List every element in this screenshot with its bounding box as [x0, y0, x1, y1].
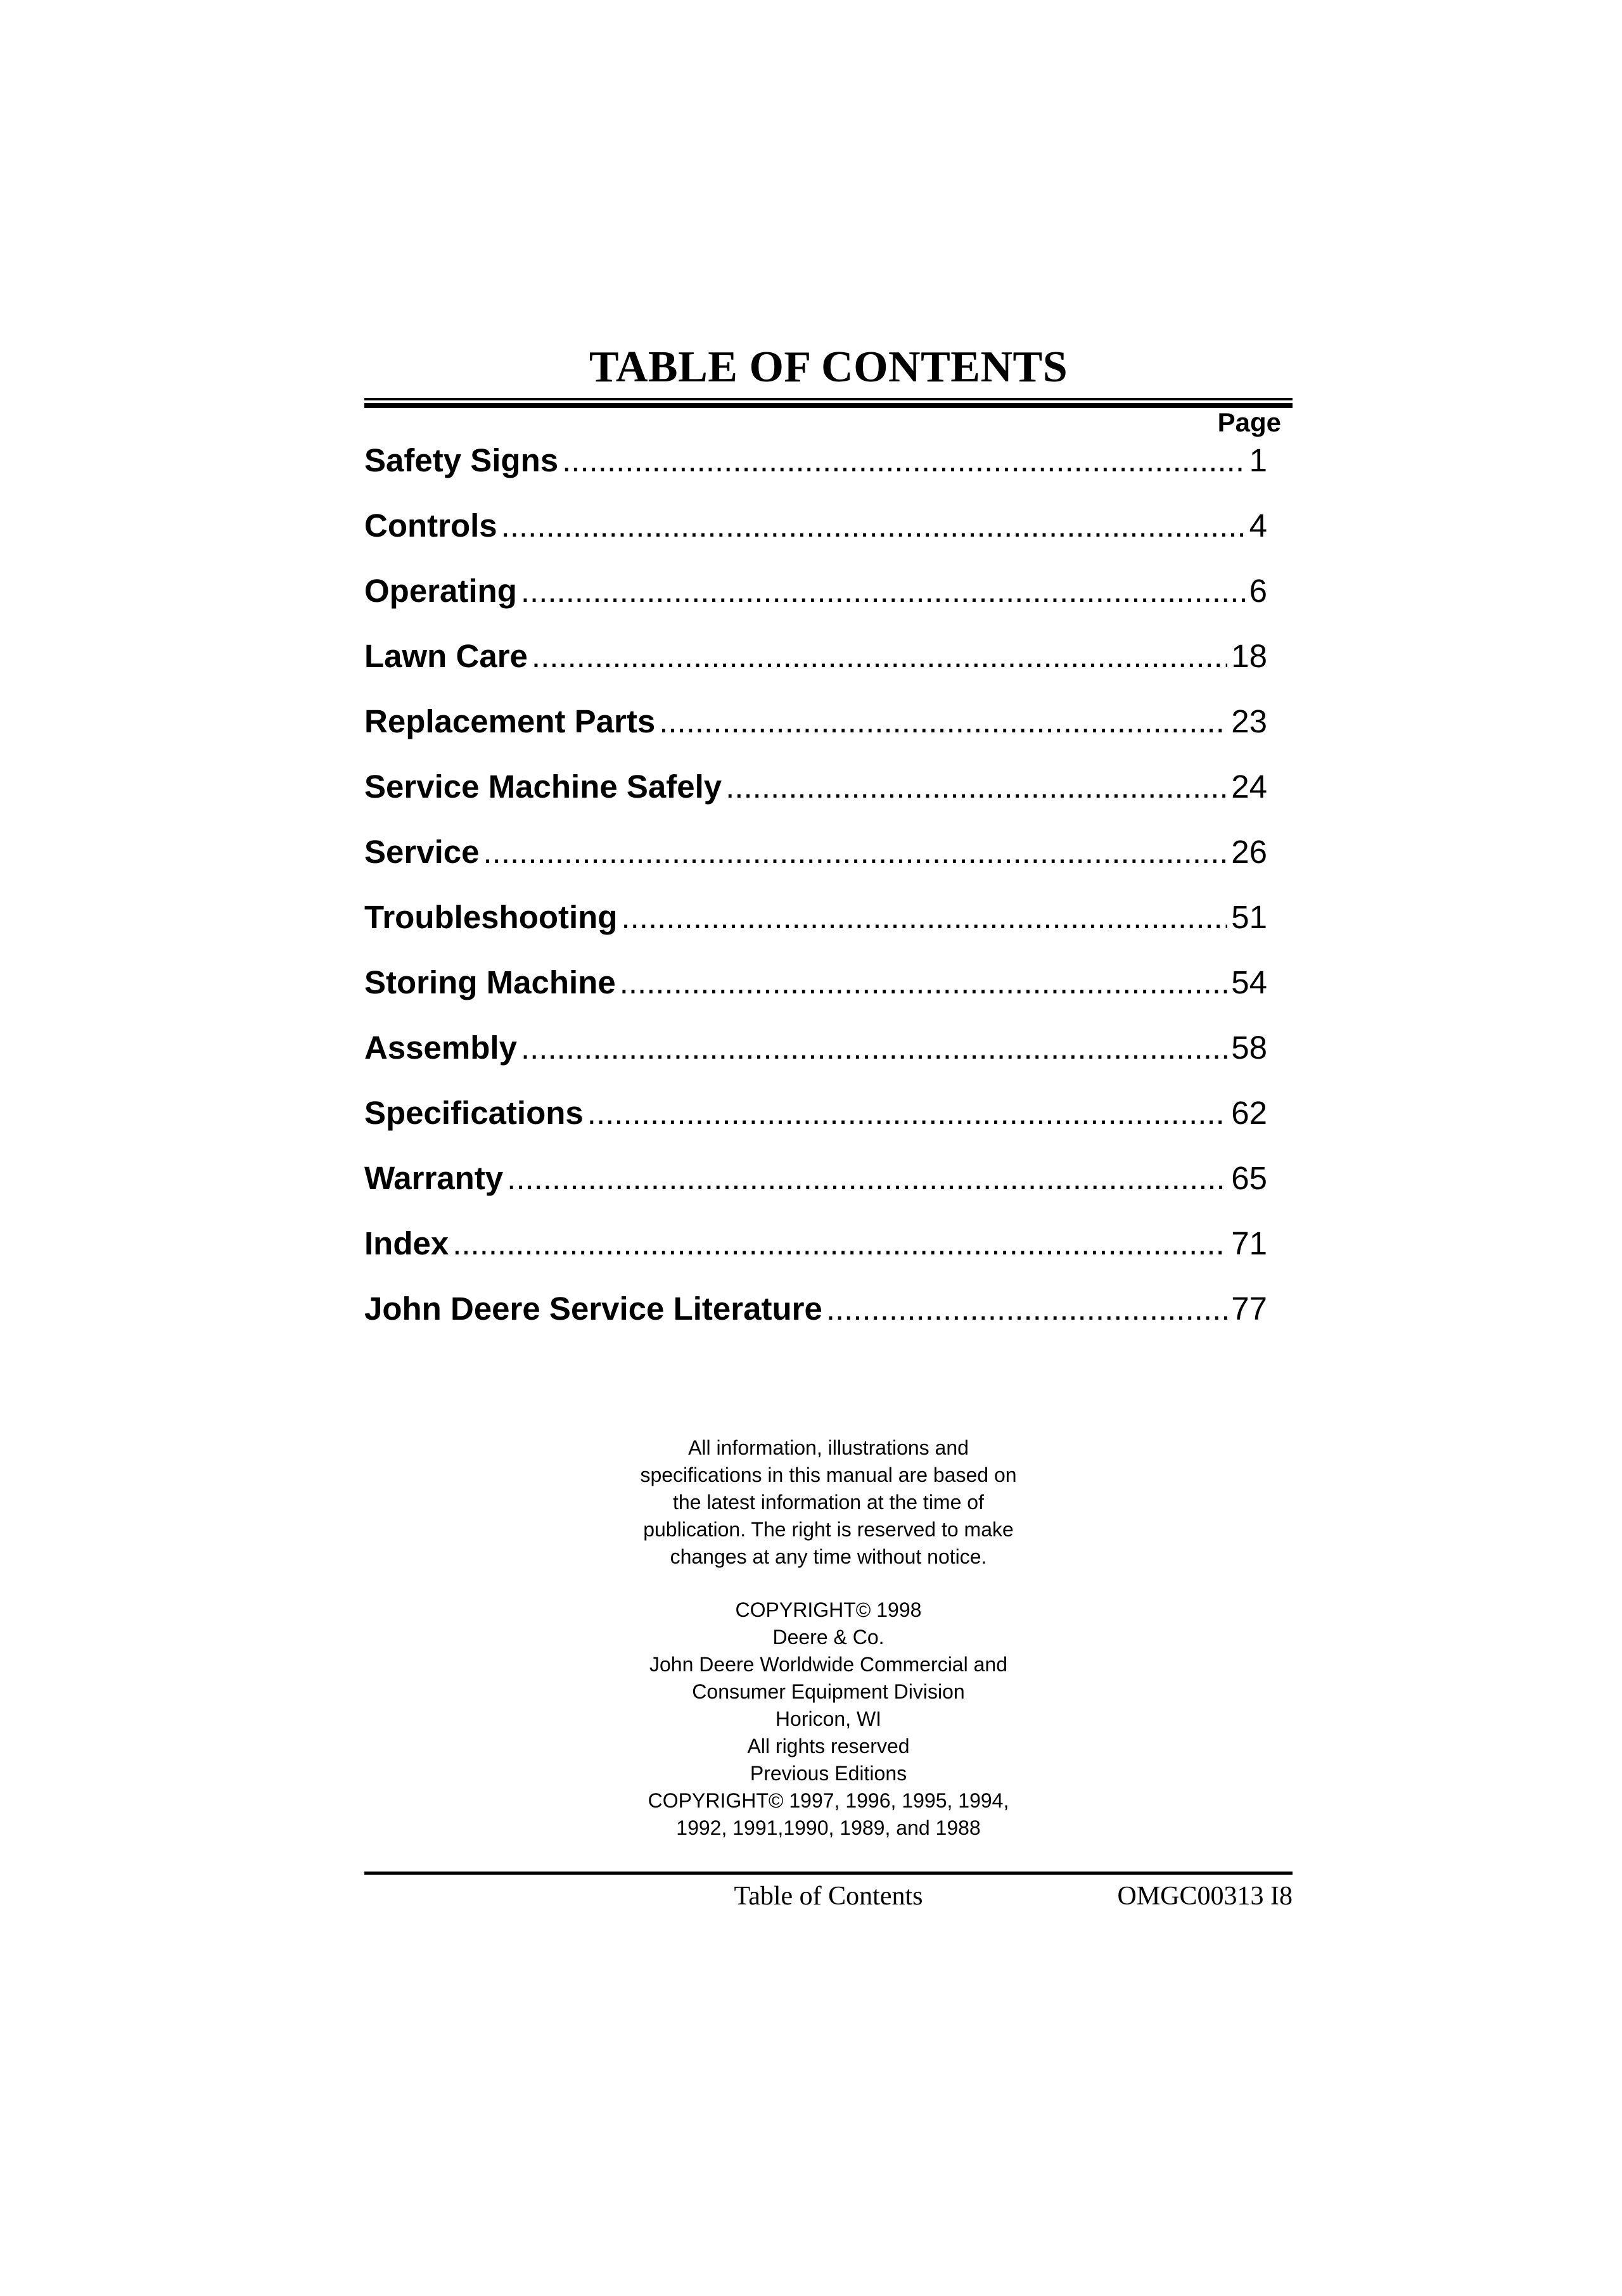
- copyright-line: Deere & Co.: [772, 1626, 884, 1649]
- dot-leader: [725, 766, 1227, 808]
- disclaimer-notice: [364, 1434, 1293, 1571]
- toc-entry[interactable]: [364, 1288, 1267, 1353]
- dot-leader: [521, 1027, 1227, 1069]
- toc-entry[interactable]: [364, 831, 1267, 896]
- toc-list: [364, 440, 1267, 1353]
- dot-leader: [501, 505, 1246, 547]
- toc-entry-page: 26: [1231, 834, 1267, 870]
- toc-entry[interactable]: [364, 1027, 1267, 1092]
- dot-leader: [452, 1223, 1227, 1265]
- dot-leader: [826, 1288, 1227, 1330]
- toc-entry-page: 54: [1231, 964, 1267, 1000]
- copyright-line: COPYRIGHT© 1998: [735, 1598, 922, 1621]
- toc-entry-page: 6: [1249, 573, 1267, 609]
- toc-entry-label: Controls: [364, 507, 497, 544]
- toc-entry-page: 1: [1249, 442, 1267, 478]
- copyright-line: COPYRIGHT© 1997, 1996, 1995, 1994,: [648, 1789, 1009, 1812]
- toc-entry-page: 77: [1231, 1291, 1267, 1327]
- toc-entry-page: 62: [1231, 1095, 1267, 1131]
- dot-leader: [507, 1158, 1227, 1199]
- page-title: TABLE OF CONTENTS: [589, 343, 1068, 392]
- copyright-line: 1992, 1991,1990, 1989, and 1988: [676, 1816, 981, 1839]
- dot-leader: [659, 701, 1227, 743]
- toc-entry-label: Warranty: [364, 1160, 504, 1196]
- toc-entry-label: Index: [364, 1225, 449, 1261]
- copyright-line: All rights reserved: [747, 1735, 910, 1757]
- toc-entry-label: Specifications: [364, 1095, 584, 1131]
- notice-line: publication. The right is reserved to make: [643, 1518, 1014, 1541]
- notice-line: changes at any time without notice.: [670, 1545, 987, 1568]
- footer-section-title: Table of Contents: [734, 1882, 923, 1911]
- toc-entry-page: 24: [1231, 769, 1267, 805]
- toc-entry-label: Assembly: [364, 1030, 517, 1066]
- notice-line: All information, illustrations and: [688, 1436, 969, 1459]
- toc-entry[interactable]: [364, 962, 1267, 1027]
- dot-leader: [621, 896, 1227, 938]
- toc-entry[interactable]: [364, 1092, 1267, 1158]
- page-column-label: Page: [1217, 407, 1281, 437]
- toc-entry[interactable]: [364, 896, 1267, 962]
- dot-leader: [532, 635, 1227, 677]
- toc-entry-page: 71: [1231, 1225, 1267, 1261]
- dot-leader: [562, 440, 1246, 482]
- toc-entry-label: Replacement Parts: [364, 703, 656, 739]
- copyright-line: Previous Editions: [750, 1762, 907, 1785]
- dot-leader: [587, 1092, 1227, 1134]
- toc-entry[interactable]: [364, 440, 1267, 505]
- title-rule-thin: [364, 398, 1293, 400]
- toc-entry[interactable]: [364, 1158, 1267, 1223]
- notice-line: specifications in this manual are based on: [640, 1464, 1017, 1486]
- toc-entry[interactable]: [364, 701, 1267, 766]
- toc-entry[interactable]: [364, 635, 1267, 701]
- toc-entry-page: 51: [1231, 899, 1267, 935]
- dot-leader: [483, 831, 1228, 873]
- toc-entry[interactable]: [364, 570, 1267, 635]
- toc-entry-label: Service Machine Safely: [364, 769, 722, 805]
- toc-entry-label: Storing Machine: [364, 964, 616, 1000]
- copyright-line: Consumer Equipment Division: [692, 1680, 965, 1703]
- toc-entry-label: Troubleshooting: [364, 899, 618, 935]
- copyright-line: John Deere Worldwide Commercial and: [649, 1653, 1007, 1676]
- toc-entry-page: 58: [1231, 1030, 1267, 1066]
- toc-entry-page: 23: [1231, 703, 1267, 739]
- notice-line: the latest information at the time of: [673, 1491, 984, 1514]
- dot-leader: [620, 962, 1228, 1004]
- copyright-block: [364, 1597, 1293, 1842]
- footer-document-id: OMGC00313 I8: [1117, 1882, 1293, 1911]
- toc-entry-label: John Deere Service Literature: [364, 1291, 822, 1327]
- toc-entry-page: 65: [1231, 1160, 1267, 1196]
- toc-entry[interactable]: [364, 1223, 1267, 1288]
- toc-entry-label: Operating: [364, 573, 517, 609]
- toc-entry[interactable]: [364, 766, 1267, 831]
- toc-entry-label: Safety Signs: [364, 442, 559, 478]
- dot-leader: [521, 570, 1246, 612]
- toc-entry[interactable]: [364, 505, 1267, 570]
- title-rule-thick: [364, 403, 1293, 408]
- toc-entry-label: Lawn Care: [364, 638, 528, 674]
- toc-entry-label: Service: [364, 834, 480, 870]
- toc-entry-page: 4: [1249, 507, 1267, 544]
- copyright-line: Horicon, WI: [775, 1707, 882, 1730]
- toc-entry-page: 18: [1231, 638, 1267, 674]
- footer-rule: [364, 1872, 1293, 1875]
